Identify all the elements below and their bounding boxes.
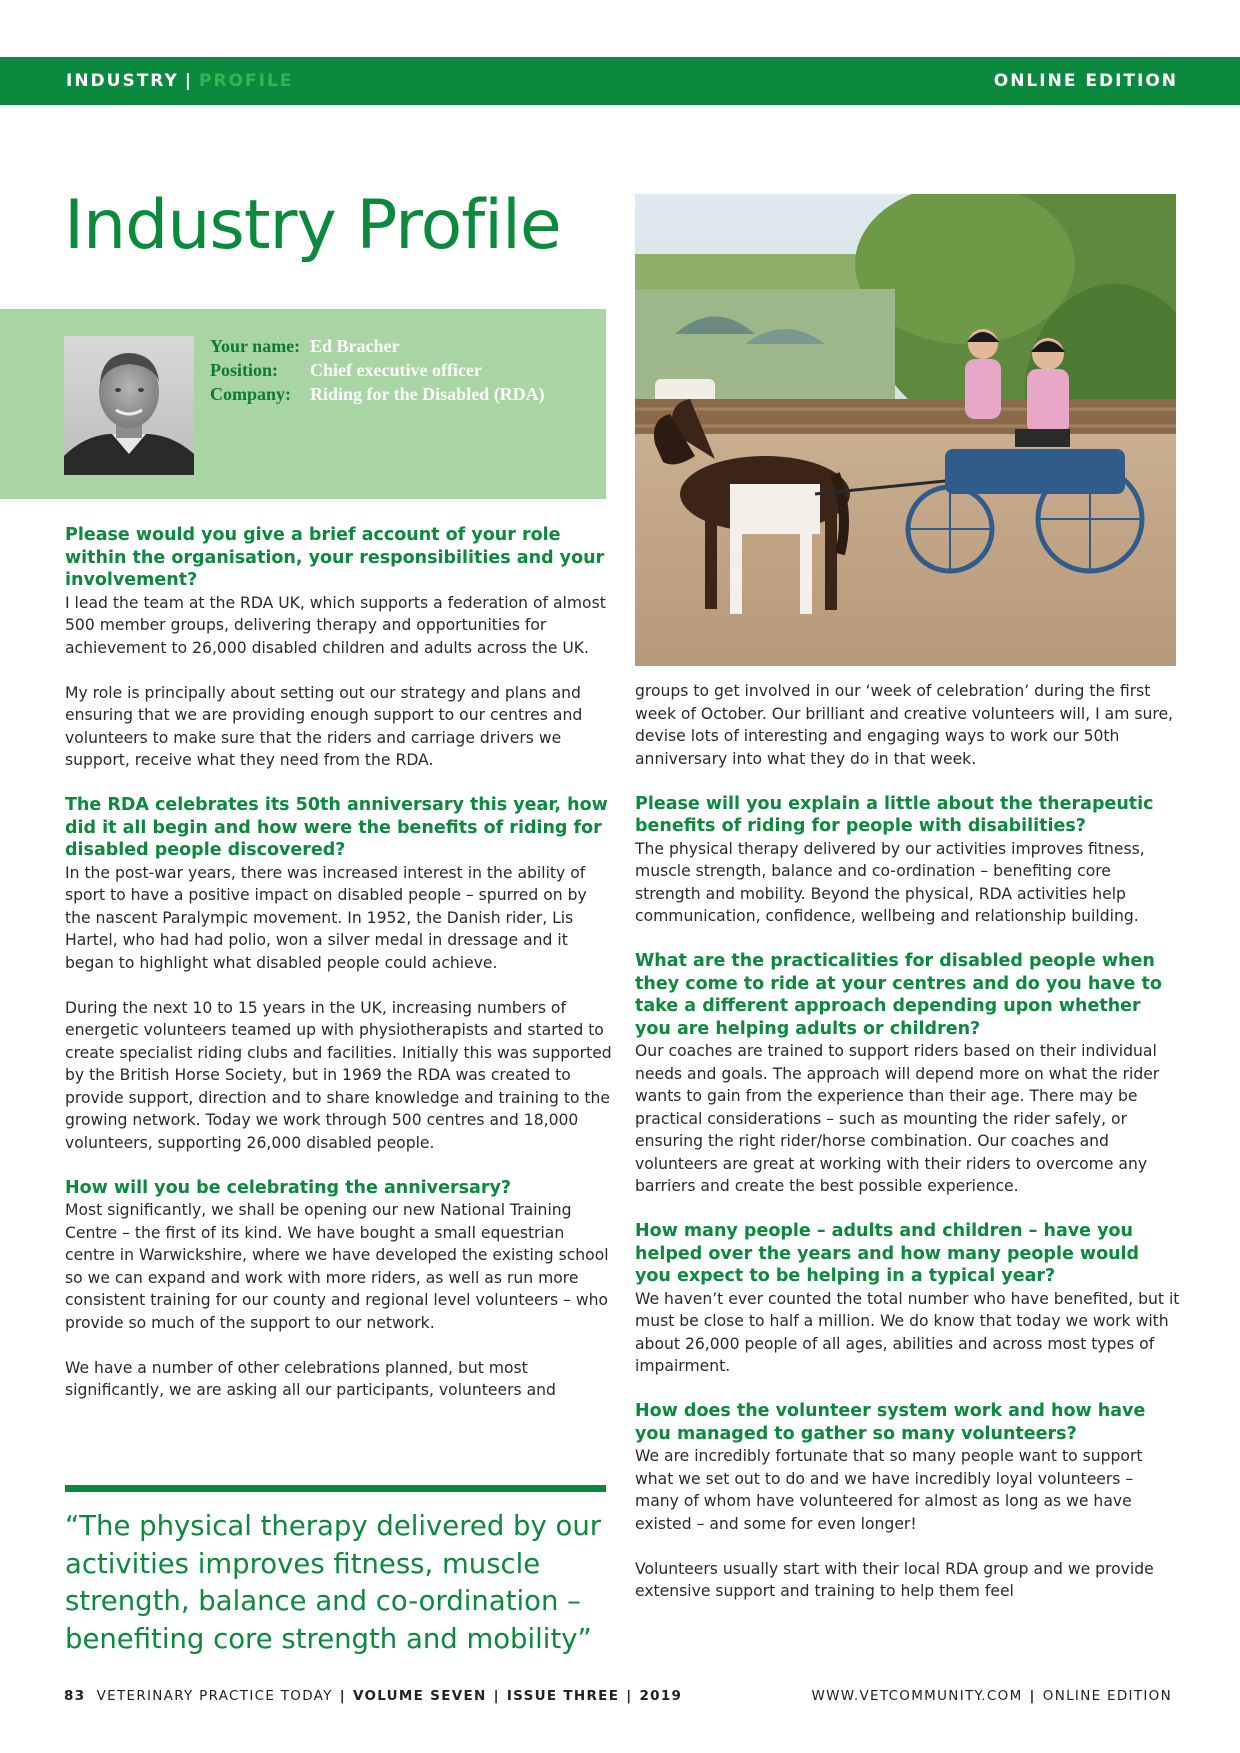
- profile-company-row: [210, 382, 545, 406]
- footer-left: [64, 1688, 682, 1704]
- profile-position-value: Chief executive officer: [310, 360, 482, 380]
- issue-label: ISSUE THREE: [506, 1688, 620, 1704]
- page-footer: [0, 1688, 1240, 1712]
- pull-quote-rule: [65, 1485, 606, 1492]
- section-name: INDUSTRY: [66, 71, 179, 91]
- question-therapeutic-benefits: Please will you explain a little about the therapeutic benefits of riding for people with disabilities?: [635, 793, 1154, 836]
- answer-practicalities: Our coaches are trained to support riders based on their individual needs and goals. The approach will depend more on what the rider wants to gain from the experience than their age. There may be practical considerations – such as mounting the rider safely, or ensuring the right rider/horse combination. Our coaches and volunteers are great at working with their riders to overcome any barriers and create the best possible experience.: [635, 1042, 1160, 1195]
- profile-name-value: Ed Bracher: [310, 336, 400, 356]
- page-number: 83: [64, 1688, 86, 1704]
- left-column: [65, 524, 613, 1402]
- answer-volunteers-paragraph-2: Volunteers usually start with their local RDA group and we provide extensive support and training to help them feel: [635, 1559, 1154, 1600]
- question-practicalities: What are the practicalities for disabled people when they come to ride at your centres and do you have to take a different approach depending upon whether you are helping adults or children?: [635, 951, 1162, 1039]
- right-column: [635, 680, 1180, 1603]
- profile-company-label: Company:: [210, 384, 292, 404]
- answer-history-paragraph-2: During the next 10 to 15 years in the UK, increasing numbers of energetic volunteers teamed up with physiotherapists and started to create specialist riding clubs and facilities. Initially this was supported by the British Horse Society, but in 1969 the RDA was created to provide support, direction and to share knowledge and training to the growing network. Today we work through 500 centres and 18,000 volunteers, supporting 26,000 disabled people.: [65, 998, 612, 1152]
- question-history: The RDA celebrates its 50th anniversary this year, how did it all begin and how were the benefits of riding for disabled people discovered?: [65, 795, 608, 860]
- website-link[interactable]: WWW.VETCOMMUNITY.COM: [811, 1688, 1023, 1704]
- page-title: Industry Profile: [64, 186, 561, 265]
- answer-people-helped: We haven’t ever counted the total number who have benefited, but it must be close to half a million. We do know that today we work with about 26,000 people of all ages, abilities and across most types of impairment.: [635, 1289, 1180, 1375]
- answer-anniversary-paragraph-2: We have a number of other celebrations planned, but most significantly, we are asking all our participants, volunteers and: [65, 1358, 556, 1399]
- volume-label: VOLUME SEVEN: [352, 1688, 487, 1704]
- footer-divider: |: [626, 1688, 633, 1704]
- question-volunteers: How does the volunteer system work and how have you managed to gather so many volunteers?: [635, 1401, 1146, 1444]
- answer-therapeutic-benefits: The physical therapy delivered by our activities improves fitness, muscle strength, balance and co-ordination – benefiting core strength and mobility. Beyond the physical, RDA activities help communication, confidence, wellbeing and relationship building.: [635, 839, 1145, 925]
- answer-role-paragraph-2: My role is principally about setting out our strategy and plans and ensuring that we are providing enough support to our centres and volunteers to make sure that the riders and carriage drivers we support, receive what they need from the RDA.: [65, 683, 583, 769]
- question-people-helped: How many people – adults and children – have you helped over the years and how many people would you expect to be helping in a typical year?: [635, 1221, 1140, 1286]
- profile-fields: [210, 334, 545, 406]
- footer-right: [811, 1688, 1172, 1704]
- question-anniversary: How will you be celebrating the anniversary?: [65, 1177, 512, 1198]
- answer-volunteers-paragraph-1: We are incredibly fortunate that so many people want to support what we set out to do and we have incredibly loyal volunteers – many of whom have volunteered for almost as long as we have existed – and some for even longer!: [635, 1447, 1143, 1533]
- footer-divider: |: [493, 1688, 500, 1704]
- answer-history-paragraph-1: In the post-war years, there was increased interest in the ability of sport to have a positive impact on disabled people – spurred on by the nascent Paralympic movement. In 1952, the Danish rider, Lis Hartel, who had had polio, won a silver medal in dressage and it began to highlight what disabled people could achieve.: [65, 863, 587, 972]
- question-role: Please would you give a brief account of your role within the organisation, your responsibilities and your involvement?: [65, 525, 605, 590]
- footer-divider: |: [1029, 1688, 1036, 1704]
- portrait-photo-icon: [64, 336, 194, 475]
- horse-carriage-photo-icon: [635, 194, 1176, 666]
- footer-edition-label: ONLINE EDITION: [1042, 1688, 1172, 1704]
- profile-name-label: Your name:: [210, 336, 301, 356]
- footer-divider: |: [339, 1688, 346, 1704]
- profile-position-row: [210, 358, 545, 382]
- section-label: [66, 71, 293, 91]
- continued-paragraph: groups to get involved in our ‘week of celebration’ during the first week of October. Our brilliant and creative volunteers will, I am sure, devise lots of interesting and engaging ways to work our 50th anniversary into what they do in that week.: [635, 682, 1173, 768]
- answer-role-paragraph-1: I lead the team at the RDA UK, which supports a federation of almost 500 member groups, delivering therapy and opportunities for achievement to 26,000 disabled children and adults across the UK.: [65, 593, 606, 657]
- edition-label: ONLINE EDITION: [993, 71, 1178, 91]
- answer-anniversary-paragraph-1: Most significantly, we shall be opening our new National Training Centre – the first of its kind. We have bought a small equestrian centre in Warwickshire, where we have developed the existing school so we can expand and work with more riders, as well as run more consistent training for our county and regional level volunteers – who provide so much of the support to our network.: [65, 1201, 609, 1332]
- pull-quote: “The physical therapy delivered by our activities improves fitness, muscle strength, balance and co-ordination – benefiting core strength and mobility”: [65, 1510, 602, 1655]
- profile-position-label: Position:: [210, 360, 279, 380]
- header-bar: [0, 57, 1240, 105]
- publication-name: VETERINARY PRACTICE TODAY: [96, 1688, 333, 1704]
- profile-name-row: [210, 334, 545, 358]
- year-label: 2019: [639, 1688, 683, 1704]
- profile-company-value: Riding for the Disabled (RDA): [310, 384, 545, 404]
- section-divider: |: [184, 71, 193, 91]
- subsection-name: PROFILE: [199, 71, 294, 91]
